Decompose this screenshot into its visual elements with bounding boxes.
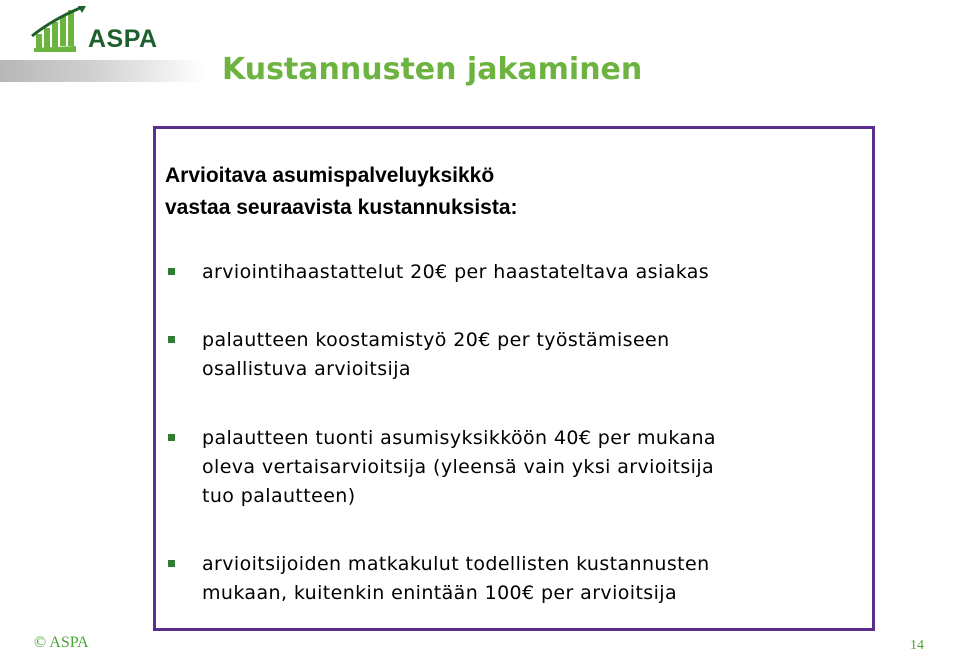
list-item-line: oleva vertaisarvioitsija (yleensä vain yksi arvioitsija (202, 456, 715, 478)
list-item-text (202, 326, 670, 384)
page-title: Kustannusten jakaminen (222, 52, 643, 87)
aspa-logo (30, 6, 170, 58)
square-bullet-icon (168, 434, 175, 441)
footer-copyright: © ASPA (34, 634, 89, 651)
list-item-text (202, 258, 709, 287)
heading-line: Arvioitava asumispalveluyksikkö (165, 164, 495, 187)
square-bullet-icon (168, 268, 175, 275)
heading-line: vastaa seuraavista kustannuksista: (165, 196, 518, 219)
list-item-line: tuo palautteen) (202, 485, 356, 507)
list-item-line: mukaan, kuitenkin enintään 100€ per arvioitsija (202, 582, 678, 604)
list-item-line: palautteen tuonti asumisyksikköön 40€ per mukana (202, 427, 716, 449)
square-bullet-icon (168, 336, 175, 343)
page-number: 14 (910, 638, 924, 653)
logo-text: ASPA (88, 25, 158, 53)
list-item-line: arviointihaastattelut 20€ per haastateltava asiakas (202, 261, 710, 283)
content-heading (165, 160, 518, 224)
header-gray-band (0, 60, 205, 82)
square-bullet-icon (168, 560, 175, 567)
list-item-text (202, 550, 710, 608)
list-item-line: palautteen koostamistyö 20€ per työstämiseen (202, 329, 670, 351)
list-item-line: osallistuva arvioitsija (202, 358, 411, 380)
bar-chart-logo-icon (30, 6, 90, 56)
list-item-line: arvioitsijoiden matkakulut todellisten kustannusten (202, 553, 710, 575)
list-item-text (202, 424, 716, 511)
